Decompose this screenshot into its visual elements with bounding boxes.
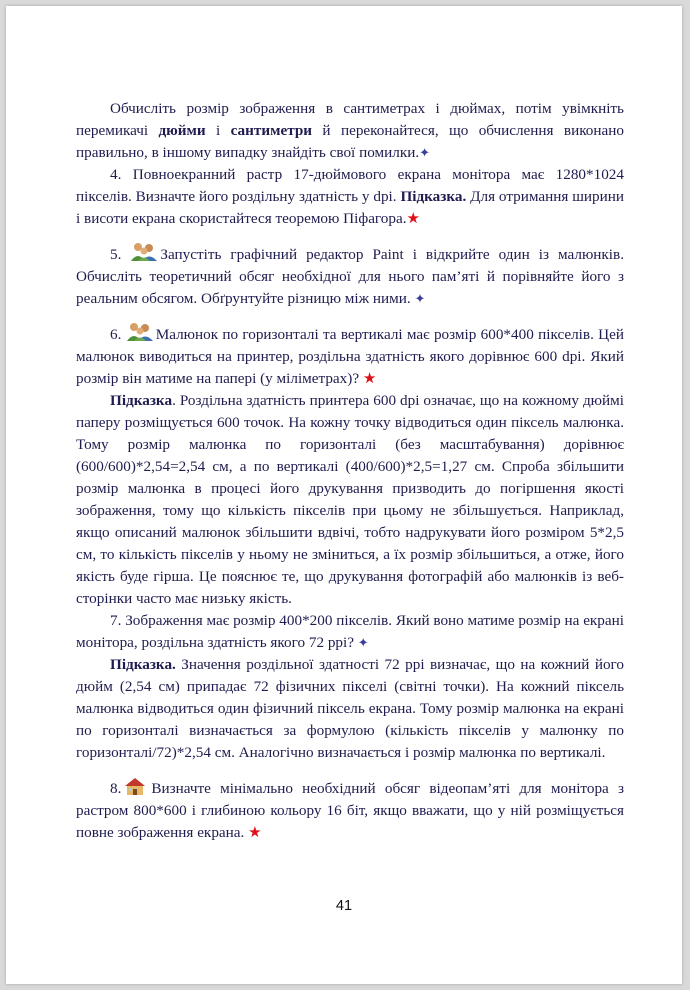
task-6 bbox=[76, 322, 624, 390]
text: . Роздільна здатність принтера 600 dpi означає, що на кожному дюймі паперу розміщується 600 точок. На кожну точку відводиться один піксель малюнка. Тому розмір малюнка по горизонталі (без масштабування) дорівнює (600/600)*2,54=2,54 см, а по вертикалі (400/600)*2,5=1,27 см. Спроба збільшити розмір малюнка в процесі його друкування призводить до погіршення якості зображення, тому що кількість пікселів при цьому не збільшується. Наприклад, якщо описаний малюнок збільшити вдвічі, тобто надрукувати його розміром 5*2,5 см, то кількість пікселів у ньому не зміниться, а їх розмір збільшиться, а отже, його якість буде гірша. Це пояснює те, що друкування фотографій або малюнків із веб-сторінки часто має низьку якість. bbox=[76, 392, 624, 607]
book-page bbox=[6, 6, 682, 984]
sparkle-icon: ✦ bbox=[419, 145, 431, 160]
task-4 bbox=[76, 164, 624, 230]
house-icon bbox=[121, 776, 149, 796]
text: Запустіть графічний редактор Paint і відкрийте один із малюнків. Обчисліть теоретичний обсяг необхідної для нього пам’яті й порівняйте його з реальним обсягом. Обґрунтуйте різницю між ними. bbox=[76, 246, 624, 307]
group-work-icon bbox=[130, 242, 158, 262]
star-icon: ★ bbox=[362, 371, 377, 387]
hint-label: Підказка bbox=[110, 392, 173, 409]
task-number: 5. bbox=[110, 246, 131, 263]
sparkle-icon: ✦ bbox=[414, 291, 426, 306]
page-number: 41 bbox=[335, 898, 353, 914]
text: і bbox=[205, 122, 231, 139]
task-5 bbox=[76, 242, 624, 310]
text: й переконайтеся, що обчислення виконано правильно, в іншому випадку знайдіть свої помилки. bbox=[76, 122, 624, 161]
task-number: 6. bbox=[110, 326, 126, 343]
star-icon: ★ bbox=[406, 211, 420, 227]
task-7 bbox=[76, 610, 624, 654]
hint-label: Підказка. bbox=[400, 188, 467, 205]
task-6-hint bbox=[76, 390, 624, 610]
hint-label: Підказка. bbox=[110, 656, 176, 673]
bold-term-centimeters: сантиметри bbox=[230, 122, 313, 139]
text: Малюнок по горизонталі та вертикалі має розмір 600*400 пікселів. Цей малюнок виводиться на принтер, роздільна здатність якого дорівнює 600 dpi. Який розмір він матиме на папері (у міліметрах)? bbox=[76, 326, 624, 387]
sparkle-icon: ✦ bbox=[357, 635, 369, 650]
text: 4. Повноекранний растр 17-дюймового екрана монітора має 1280*1024 пікселів. Визначте його роздільну здатність у dpi. bbox=[76, 166, 624, 205]
text: Значення роздільної здатності 72 ррі визначає, що на кожний його дюйм (2,54 см) припадає 72 фізичних пікселі (світні точки). На кожний піксель малюнка відводиться один фізичний піксель екрана. Тому розмір малюнка на екрані по горизонталі визначається за формулою (кількість пікселів у малюнку по горизонталі/72)*2,54 см. Аналогічно визначається і розмір малюнка по вертикалі. bbox=[76, 656, 624, 761]
text: 7. Зображення має розмір 400*200 пікселів. Який воно матиме розмір на екрані монітора, роздільна здатність якого 72 ррі? bbox=[76, 612, 624, 651]
group-work-icon bbox=[126, 322, 154, 342]
text: Обчисліть розмір зображення в сантиметрах і дюймах, потім увімкніть перемикачі bbox=[76, 100, 624, 139]
page-content bbox=[76, 98, 624, 844]
bold-term-inches: дюйми bbox=[158, 122, 206, 139]
text: Для отримання ширини і висоти екрана скористайтеся теоремою Піфагора. bbox=[76, 188, 625, 227]
paragraph-intro bbox=[76, 98, 624, 164]
task-8 bbox=[76, 776, 624, 844]
star-icon: ★ bbox=[248, 825, 262, 841]
text: Визначте мінімально необхідний обсяг відеопам’яті для монітора з растром 800*600 і глибиною кольору 16 біт, якщо вважати, що у ній розміщується повне зображення екрана. bbox=[76, 780, 624, 841]
task-7-hint bbox=[76, 654, 624, 764]
task-number: 8. bbox=[110, 780, 122, 797]
